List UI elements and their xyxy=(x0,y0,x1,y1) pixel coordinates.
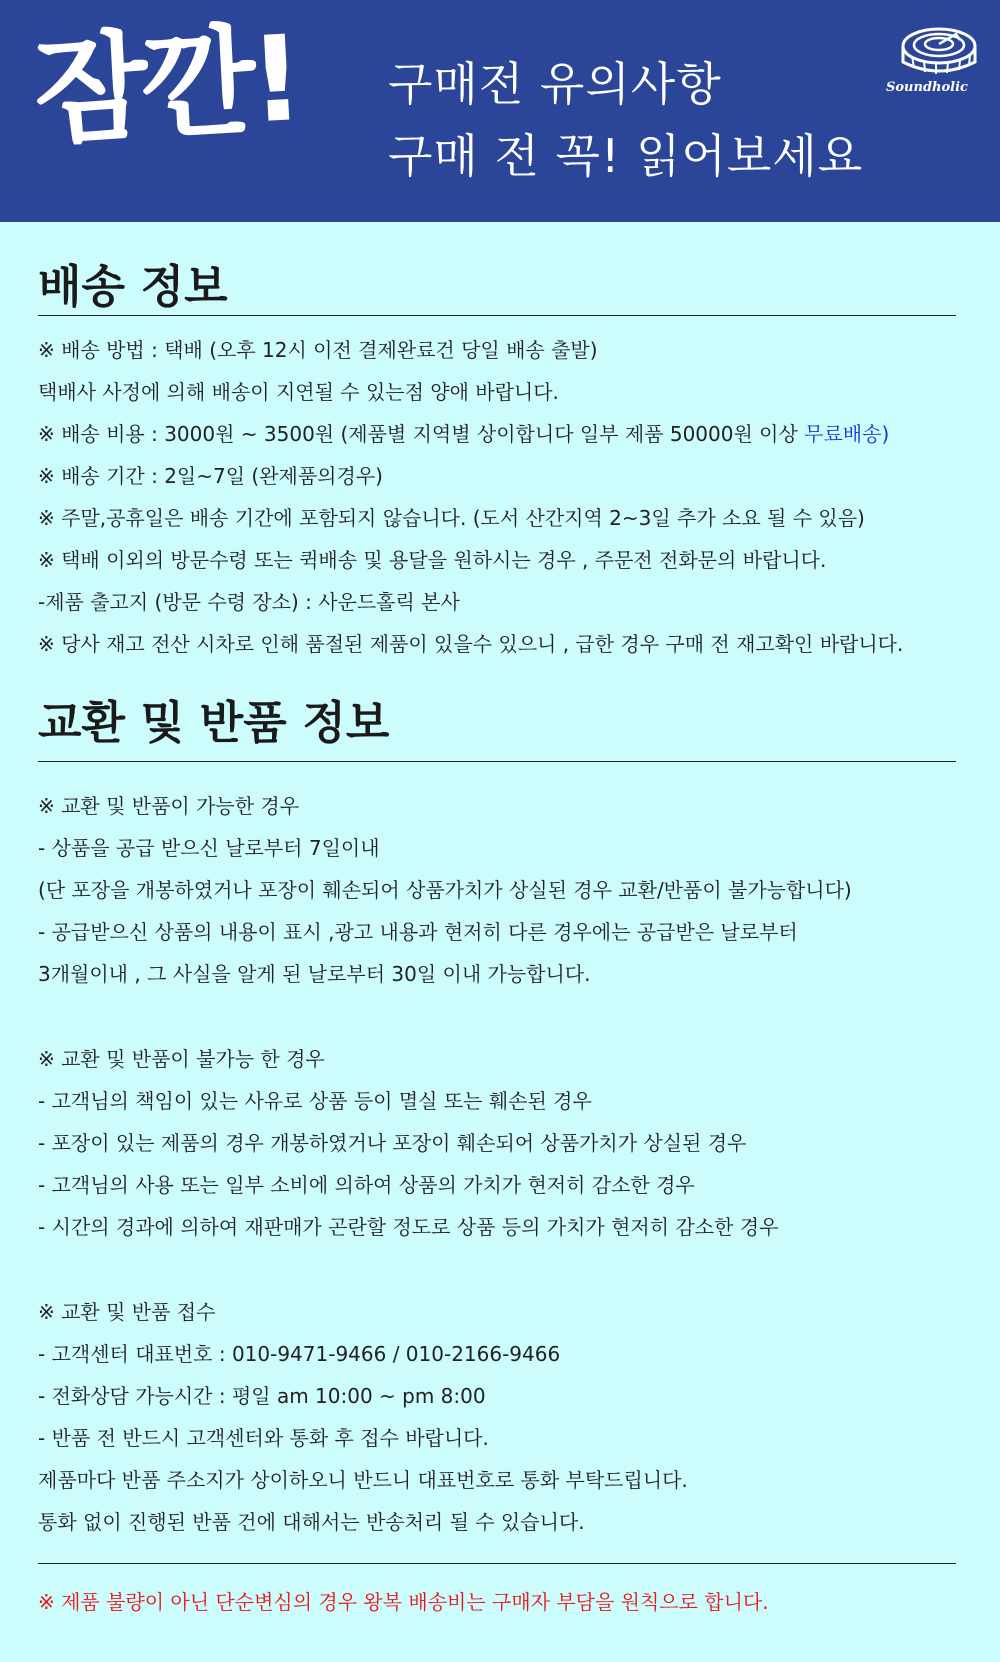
header-banner xyxy=(0,0,1000,222)
reception-item: 통화 없이 진행된 반품 건에 대해서는 반송처리 될 수 있습니다. xyxy=(38,1510,585,1534)
reception-item: - 반품 전 반드시 고객센터와 통화 후 접수 바랍니다. xyxy=(38,1426,489,1450)
exchange-possible-item: 3개월이내 , 그 사실을 알게 된 날로부터 30일 이내 가능합니다. xyxy=(38,962,591,986)
exchange-impossible-item: - 포장이 있는 제품의 경우 개봉하였거나 포장이 훼손되어 상품가치가 상실된 경우 xyxy=(38,1131,747,1155)
shipping-line-6: ※ 택배 이외의 방문수령 또는 퀵배송 및 용달을 원하시는 경우 , 주문전 전화문의 바랍니다. xyxy=(38,548,827,572)
exchange-possible-item: - 공급받으신 상품의 내용이 표시 ,광고 내용과 현저히 다른 경우에는 공급받은 날로부터 xyxy=(38,920,798,944)
free-shipping-highlight: 무료배송) xyxy=(804,422,890,446)
consult-hours: - 전화상담 가능시간 : 평일 am 10:00 ~ pm 8:00 xyxy=(38,1384,486,1408)
header-title-line2: 구매 전 꼭! 읽어보세요 xyxy=(388,129,864,183)
shipping-line-2: 택배사 사정에 의해 배송이 지연될 수 있는점 양애 바랍니다. xyxy=(38,380,559,404)
reception-item: 제품마다 반품 주소지가 상이하오니 반드니 대표번호로 통화 부탁드립니다. xyxy=(38,1468,688,1492)
header-title-line1: 구매전 유의사항 xyxy=(388,57,722,111)
shipping-section-title: 배송 정보 xyxy=(38,260,228,313)
shipping-line-8: ※ 당사 재고 전산 시차로 인해 품절된 제품이 있을수 있으니 , 급한 경우 구매 전 재고확인 바랍니다. xyxy=(38,632,904,656)
shipping-divider xyxy=(38,315,956,316)
shipping-line-3 xyxy=(38,424,889,444)
exchange-possible-item: (단 포장을 개봉하였거나 포장이 훼손되어 상품가치가 상실된 경우 교환/반품이 불가능합니다) xyxy=(38,878,852,902)
exchange-divider xyxy=(38,761,956,762)
exchange-impossible-item: - 시간의 경과에 의하여 재판매가 곤란할 정도로 상품 등의 가치가 현저히 감소한 경우 xyxy=(38,1215,779,1239)
logo-text: 잠깐! xyxy=(30,9,302,161)
exchange-impossible-item: - 고객님의 사용 또는 일부 소비에 의하여 상품의 가치가 현저히 감소한 경우 xyxy=(38,1173,695,1197)
shipping-line-1: ※ 배송 방법 : 택배 (오후 12시 이전 결제완료건 당일 배송 출발) xyxy=(38,338,598,362)
exchange-impossible-item: - 고객님의 책임이 있는 사유로 상품 등이 멸실 또는 훼손된 경우 xyxy=(38,1089,592,1113)
shipping-line-7: -제품 출고지 (방문 수령 장소) : 사운드홀릭 본사 xyxy=(38,590,460,614)
shipping-line-5: ※ 주말,공휴일은 배송 기간에 포함되지 않습니다. (도서 산간지역 2~3일 추가 소요 될 수 있음) xyxy=(38,506,865,530)
shipping-line-4: ※ 배송 기간 : 2일~7일 (완제품의경우) xyxy=(38,464,383,488)
shipping-cost-text: ※ 배송 비용 : 3000원 ~ 3500원 (제품별 지역별 상이합니다 일부 제품 50000원 이상 xyxy=(38,422,805,446)
brand-name: Soundholic xyxy=(886,80,968,95)
exchange-impossible-heading: ※ 교환 및 반품이 불가능 한 경우 xyxy=(38,1047,325,1071)
reception-heading: ※ 교환 및 반품 접수 xyxy=(38,1300,216,1324)
exchange-possible-item: - 상품을 공급 받으신 날로부터 7일이내 xyxy=(38,836,380,860)
exchange-possible-heading: ※ 교환 및 반품이 가능한 경우 xyxy=(38,794,300,818)
wood-stump-logo-icon xyxy=(896,20,982,80)
exchange-section-title: 교환 및 반품 정보 xyxy=(38,696,390,749)
footer-divider xyxy=(38,1563,956,1564)
customer-center-number: - 고객센터 대표번호 : 010-9471-9466 / 010-2166-9466 xyxy=(38,1342,561,1366)
footer-warning: ※ 제품 불량이 아닌 단순변심의 경우 왕복 배송비는 구매자 부담을 원칙으로 합니다. xyxy=(38,1590,769,1614)
